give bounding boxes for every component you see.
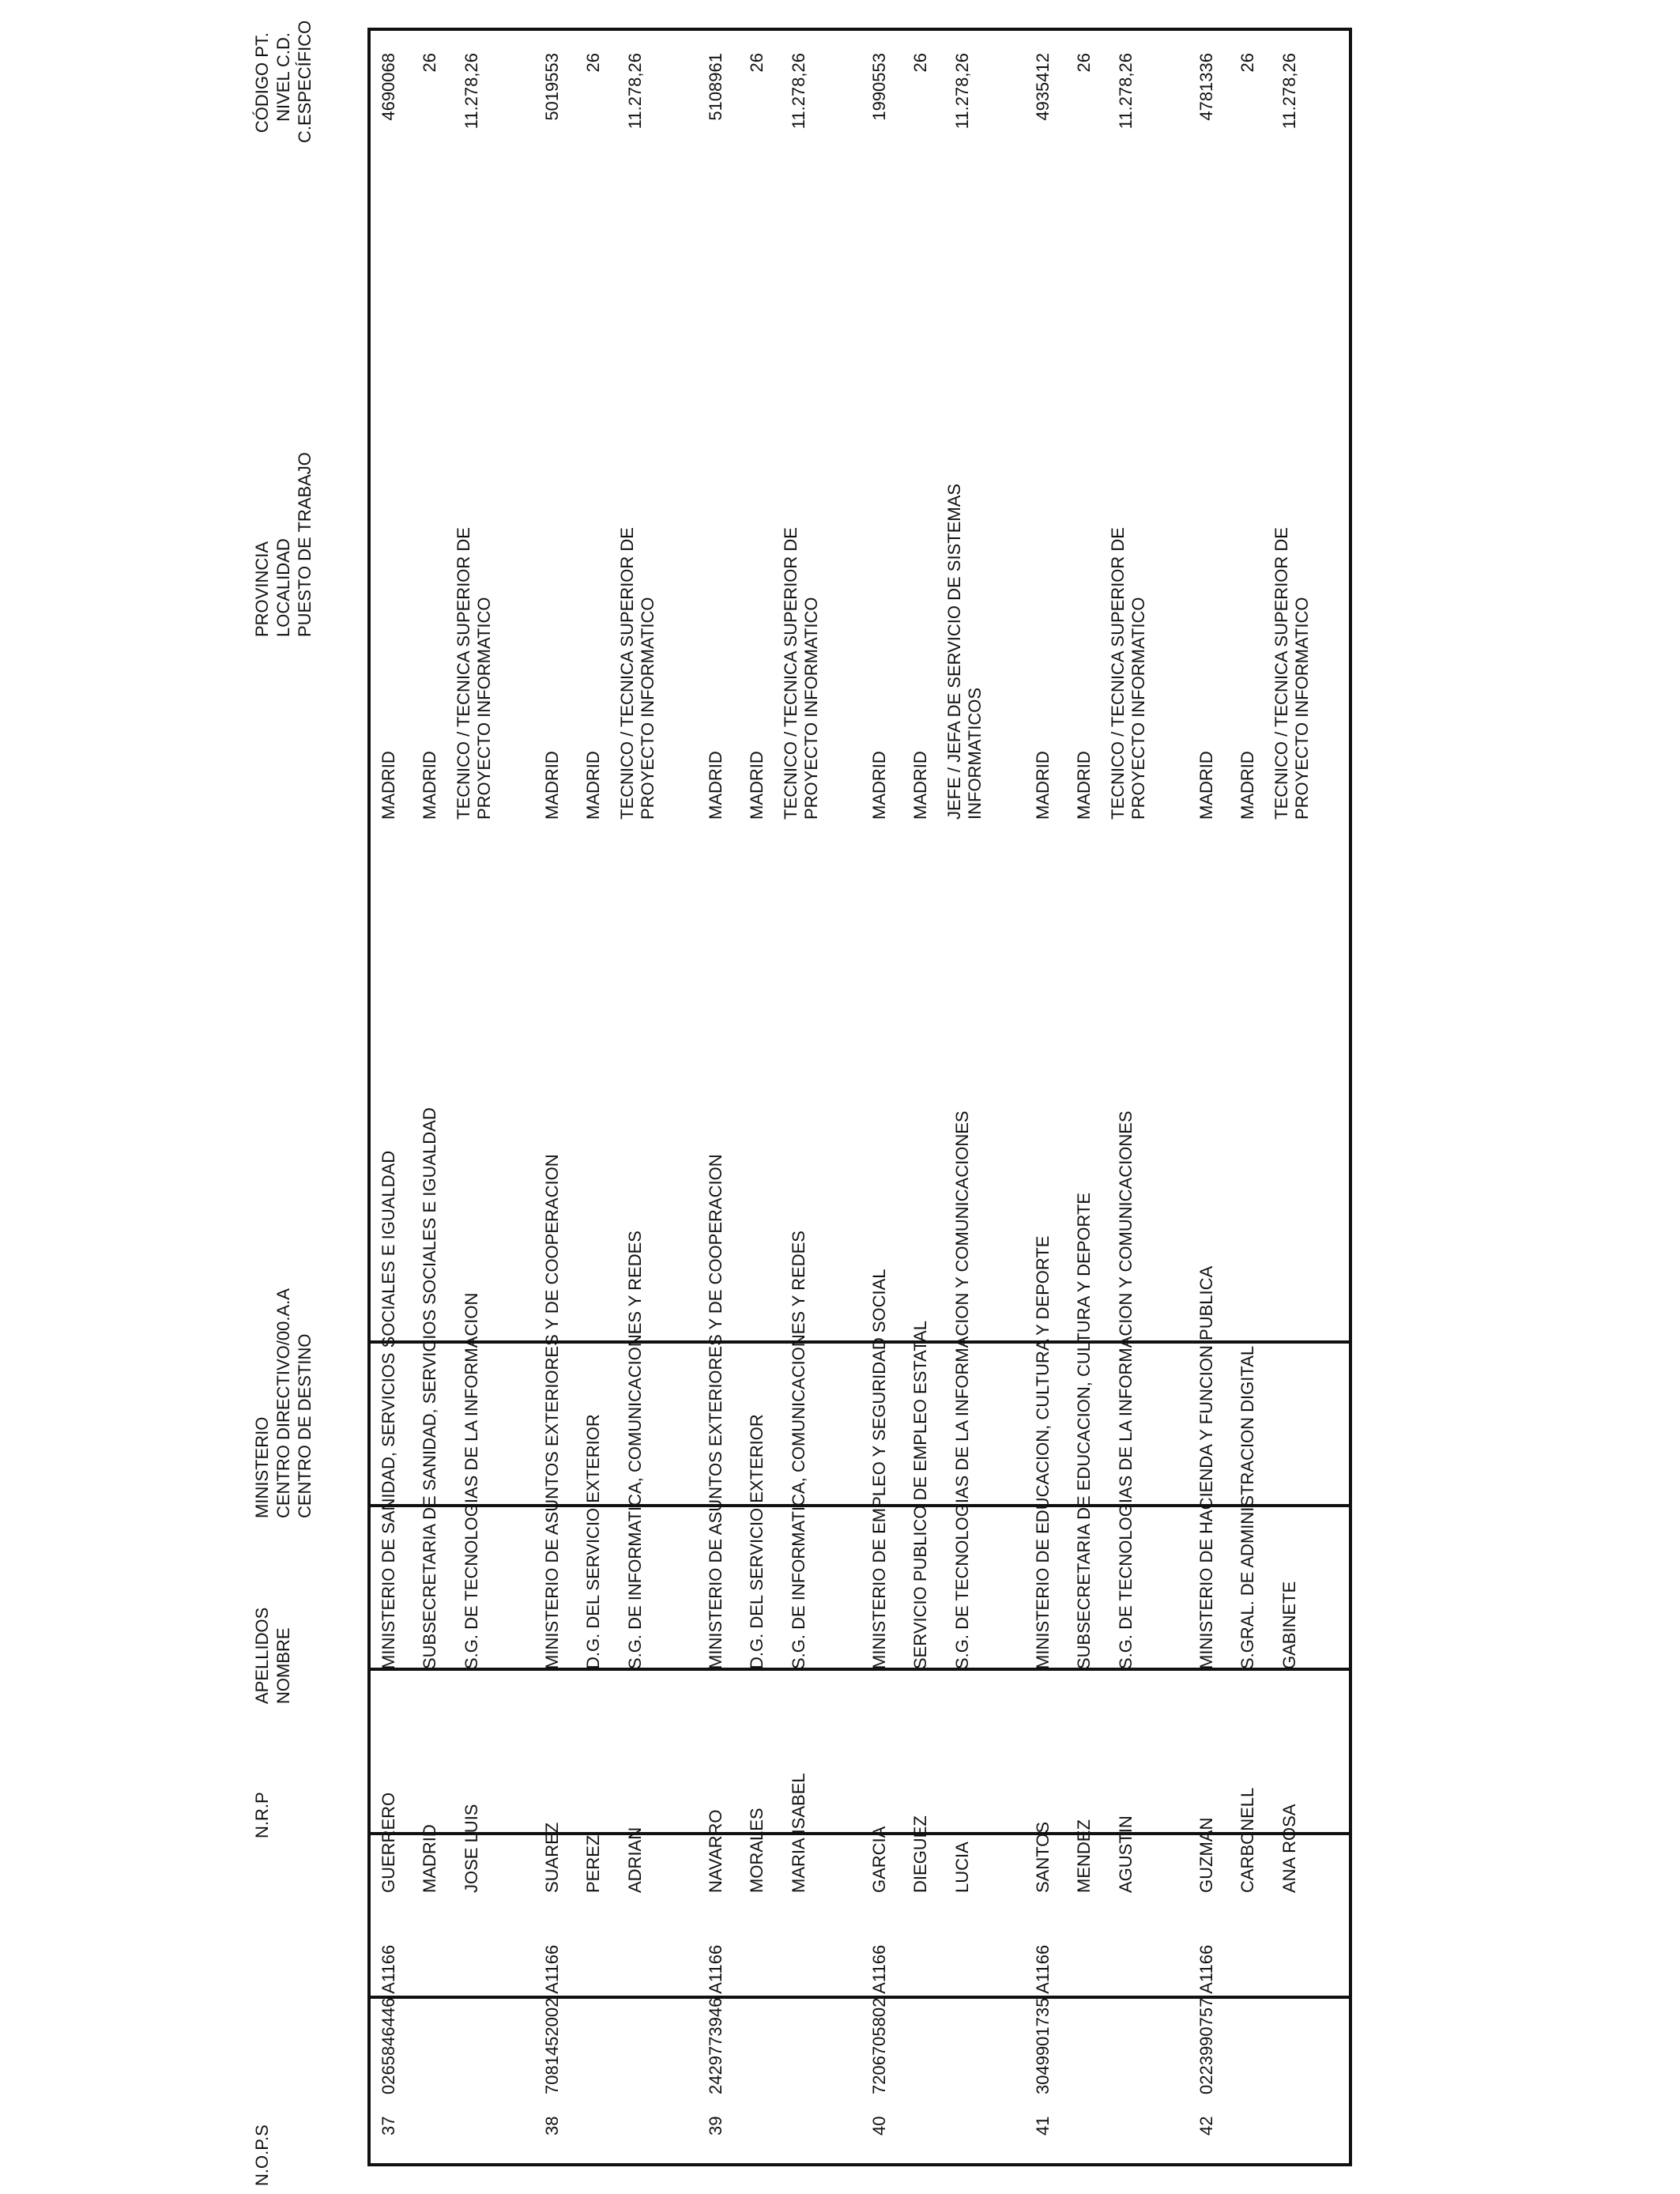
header-nops: N.O.P.S xyxy=(252,2124,272,2186)
row-centro-directivo: SUBSECRETARIA DE SANIDAD, SERVICIOS SOCIALES E IGUALDAD xyxy=(420,1107,439,1669)
row-codigo-pt: 4690068 xyxy=(379,53,398,121)
row-provincia: MADRID xyxy=(379,751,398,820)
row-centro-destino: S.G. DE INFORMATICA, COMUNICACIONES Y REDES xyxy=(789,1231,808,1669)
row-centro-directivo: SUBSECRETARIA DE EDUCACION, CULTURA Y DEPORTE xyxy=(1074,1192,1094,1669)
row-apellido2: CARBONELL xyxy=(1237,1787,1257,1893)
row-apellido2: MORALES xyxy=(747,1808,767,1893)
row-nombre: LUCIA xyxy=(952,1842,972,1893)
row-nops: 38 xyxy=(542,2116,562,2136)
row-centro-destino: S.G. DE TECNOLOGIAS DE LA INFORMACION Y COMUNICACIONES xyxy=(1116,1110,1136,1669)
records-table xyxy=(367,28,1352,2166)
row-codigo-pt: 1990553 xyxy=(869,53,889,121)
row-nops: 39 xyxy=(706,2116,725,2136)
row-nombre: ANA ROSA xyxy=(1279,1804,1299,1893)
row-puesto: TECNICO / TECNICA SUPERIOR DE PROYECTO INFORMATICO xyxy=(454,527,494,820)
row-localidad: MADRID xyxy=(1237,751,1257,820)
row-nops: 40 xyxy=(869,2116,889,2136)
row-c-especifico: 11.278,26 xyxy=(1116,53,1136,130)
row-nivel-cd: 26 xyxy=(747,53,767,73)
header-nrp: N.R.P xyxy=(252,1792,272,1838)
row-puesto: TECNICO / TECNICA SUPERIOR DE PROYECTO INFORMATICO xyxy=(1108,527,1148,820)
row-nivel-cd: 26 xyxy=(910,53,930,73)
row-apellido2: PEREZ xyxy=(583,1834,603,1893)
row-provincia: MADRID xyxy=(706,751,725,820)
row-c-especifico: 11.278,26 xyxy=(461,53,481,130)
row-ministerio: MINISTERIO DE EDUCACION, CULTURA Y DEPORTE xyxy=(1033,1235,1053,1669)
row-apellido1: SANTOS xyxy=(1033,1821,1053,1893)
row-ministerio: MINISTERIO DE ASUNTOS EXTERIORES Y DE COOPERACION xyxy=(542,1154,562,1669)
row-provincia: MADRID xyxy=(1196,751,1216,820)
row-apellido2: DIEGUEZ xyxy=(910,1815,930,1893)
row-c-especifico: 11.278,26 xyxy=(625,53,645,130)
row-codigo-pt: 4935412 xyxy=(1033,53,1053,121)
row-codigo-pt: 5108961 xyxy=(706,53,725,121)
row-apellido1: GUZMAN xyxy=(1196,1817,1216,1893)
row-puesto: TECNICO / TECNICA SUPERIOR DE PROYECTO INFORMATICO xyxy=(1271,527,1312,820)
row-apellido1: NAVARRO xyxy=(706,1809,725,1893)
row-localidad: MADRID xyxy=(1074,751,1094,820)
row-c-especifico: 11.278,26 xyxy=(952,53,972,130)
row-ministerio: MINISTERIO DE HACIENDA Y FUNCION PUBLICA xyxy=(1196,1265,1216,1669)
row-centro-directivo: D.G. DEL SERVICIO EXTERIOR xyxy=(583,1414,603,1669)
row-ministerio: MINISTERIO DE ASUNTOS EXTERIORES Y DE COOPERACION xyxy=(706,1154,725,1669)
row-nops: 37 xyxy=(379,2116,398,2136)
row-puesto: JEFE / JEFA DE SERVICIO DE SISTEMAS INFORMATICOS xyxy=(944,483,985,820)
row-nrp: 7206705802 A1166 xyxy=(869,1944,889,2094)
row-nivel-cd: 26 xyxy=(420,53,439,73)
row-apellido1: GARCIA xyxy=(869,1826,889,1893)
header-ministerio: MINISTERIO CENTRO DIRECTIVO/00.A.A CENTRO DE DESTINO xyxy=(252,1288,315,1518)
row-localidad: MADRID xyxy=(420,751,439,820)
row-centro-directivo: SERVICIO PUBLICO DE EMPLEO ESTATAL xyxy=(910,1321,930,1669)
row-localidad: MADRID xyxy=(583,751,603,820)
row-nrp: 3049901735 A1166 xyxy=(1033,1944,1053,2094)
header-codigo: CÓDIGO PT. NIVEL C.D. C.ESPECÍFICO xyxy=(252,20,315,143)
row-centro-destino: S.G. DE TECNOLOGIAS DE LA INFORMACION xyxy=(461,1292,481,1669)
row-codigo-pt: 4781336 xyxy=(1196,53,1216,121)
row-nops: 42 xyxy=(1196,2116,1216,2136)
row-puesto: TECNICO / TECNICA SUPERIOR DE PROYECTO INFORMATICO xyxy=(617,527,657,820)
row-centro-directivo: D.G. DEL SERVICIO EXTERIOR xyxy=(747,1414,767,1669)
row-apellido2: MADRID xyxy=(420,1824,439,1893)
row-nombre: AGUSTIN xyxy=(1116,1815,1136,1893)
header-provincia: PROVINCIA LOCALIDAD PUESTO DE TRABAJO xyxy=(252,452,315,637)
row-nrp: 7081452002 A1166 xyxy=(542,1944,562,2094)
row-ministerio: MINISTERIO DE SANIDAD, SERVICIOS SOCIALES E IGUALDAD xyxy=(379,1150,398,1669)
row-provincia: MADRID xyxy=(542,751,562,820)
row-provincia: MADRID xyxy=(869,751,889,820)
row-puesto: TECNICO / TECNICA SUPERIOR DE PROYECTO INFORMATICO xyxy=(781,527,821,820)
row-centro-directivo: S.GRAL. DE ADMINISTRACION DIGITAL xyxy=(1237,1345,1257,1669)
row-nrp: 0223990757 A1166 xyxy=(1196,1944,1216,2094)
row-codigo-pt: 5019553 xyxy=(542,53,562,121)
header-apellidos: APELLIDOS NOMBRE xyxy=(252,1607,293,1704)
row-nivel-cd: 26 xyxy=(1074,53,1094,73)
row-nombre: MARIA ISABEL xyxy=(789,1773,808,1893)
row-ministerio: MINISTERIO DE EMPLEO Y SEGURIDAD SOCIAL xyxy=(869,1269,889,1669)
row-centro-destino: GABINETE xyxy=(1279,1581,1299,1669)
row-nombre: JOSE LUIS xyxy=(461,1804,481,1893)
row-nrp: 2429773946 A1166 xyxy=(706,1944,725,2094)
row-c-especifico: 11.278,26 xyxy=(1279,53,1299,130)
row-apellido2: MENDEZ xyxy=(1074,1819,1094,1893)
row-centro-destino: S.G. DE TECNOLOGIAS DE LA INFORMACION Y COMUNICACIONES xyxy=(952,1110,972,1669)
row-localidad: MADRID xyxy=(747,751,767,820)
row-provincia: MADRID xyxy=(1033,751,1053,820)
row-nrp: 0265846446 A1166 xyxy=(379,1944,398,2094)
row-centro-destino: S.G. DE INFORMATICA, COMUNICACIONES Y REDES xyxy=(625,1231,645,1669)
row-nivel-cd: 26 xyxy=(1237,53,1257,73)
row-nombre: ADRIAN xyxy=(625,1826,645,1893)
row-apellido1: SUAREZ xyxy=(542,1822,562,1893)
row-nops: 41 xyxy=(1033,2116,1053,2136)
row-apellido1: GUERRERO xyxy=(379,1792,398,1893)
row-nivel-cd: 26 xyxy=(583,53,603,73)
row-localidad: MADRID xyxy=(910,751,930,820)
row-c-especifico: 11.278,26 xyxy=(789,53,808,130)
